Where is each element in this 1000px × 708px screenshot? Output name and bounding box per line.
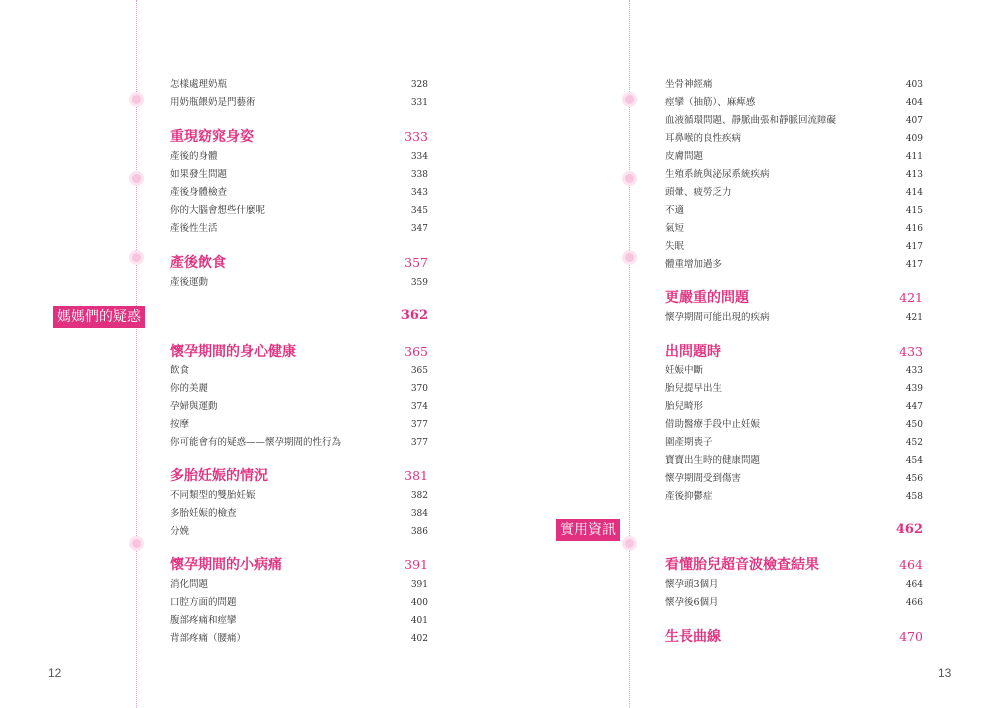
toc-item[interactable]: 按摩 — [170, 419, 190, 430]
toc-section-page: 464 — [899, 557, 923, 572]
toc-item[interactable]: 怎樣處理奶瓶 — [170, 79, 228, 90]
toc-section-page: 357 — [404, 255, 428, 270]
toc-page-number: 386 — [410, 527, 428, 537]
toc-page-number: 407 — [905, 116, 923, 126]
toc-page-number: 411 — [905, 152, 923, 162]
spine-dot — [625, 95, 634, 104]
toc-page-number: 456 — [905, 474, 923, 484]
page-number: 12 — [48, 666, 62, 680]
toc-page-number: 402 — [410, 634, 428, 644]
toc-item[interactable]: 懷孕期間受到傷害 — [665, 473, 742, 484]
part-page: 362 — [400, 308, 428, 323]
toc-page-number: 464 — [905, 580, 923, 590]
toc-section-heading[interactable]: 多胎妊娠的情況 — [170, 468, 268, 484]
part-label[interactable]: 媽媽們的疑惑 — [53, 306, 145, 328]
toc-section-page: 421 — [899, 290, 923, 305]
toc-item[interactable]: 寶寶出生時的健康問題 — [665, 455, 761, 466]
toc-item[interactable]: 分娩 — [170, 526, 190, 537]
spine-dot — [132, 539, 141, 548]
toc-item[interactable]: 用奶瓶餵奶是門藝術 — [170, 97, 256, 108]
toc-page-number: 365 — [410, 366, 428, 376]
toc-page-number: 417 — [905, 260, 923, 270]
part-page: 462 — [895, 522, 923, 537]
toc-item[interactable]: 產後性生活 — [170, 223, 218, 234]
toc-page-number: 439 — [905, 384, 923, 394]
toc-item[interactable]: 飲食 — [170, 365, 190, 376]
toc-item[interactable]: 產後的身體 — [170, 151, 218, 162]
toc-item[interactable]: 不同類型的雙胎妊娠 — [170, 490, 256, 501]
toc-item[interactable]: 血液循環問題、靜脈曲張和靜脈回流障礙 — [665, 115, 837, 126]
toc-page-number: 345 — [410, 206, 428, 216]
toc-section-heading[interactable]: 更嚴重的問題 — [665, 290, 749, 306]
toc-item[interactable]: 產後運動 — [170, 277, 209, 288]
toc-item[interactable]: 痙攣（抽筋）、麻痺感 — [665, 97, 756, 108]
toc-item[interactable]: 懷孕後6個月 — [665, 597, 719, 608]
toc-item[interactable]: 口腔方面的問題 — [170, 597, 237, 608]
toc-page-number: 458 — [905, 492, 923, 502]
toc-page-number: 400 — [410, 598, 428, 608]
toc-page-number: 413 — [905, 170, 923, 180]
toc-item[interactable]: 如果發生問題 — [170, 169, 228, 180]
toc-item[interactable]: 背部疼痛（腰痛） — [170, 633, 247, 644]
toc-item[interactable]: 消化問題 — [170, 579, 209, 590]
toc-page-number: 415 — [905, 206, 923, 216]
toc-item[interactable]: 皮膚問題 — [665, 151, 704, 162]
toc-page-number: 343 — [410, 188, 428, 198]
toc-section-heading[interactable]: 重現窈窕身姿 — [170, 129, 254, 145]
toc-page-number: 447 — [905, 402, 923, 412]
toc-page-number: 454 — [905, 456, 923, 466]
toc-page-number: 377 — [410, 438, 428, 448]
spine-dot — [625, 174, 634, 183]
spine-dot — [132, 95, 141, 104]
toc-page-number: 382 — [410, 491, 428, 501]
toc-page-number: 338 — [410, 170, 428, 180]
toc-page-number: 374 — [410, 402, 428, 412]
toc-item[interactable]: 你的大腦會想些什麼呢 — [170, 205, 266, 216]
spine-dot — [625, 539, 634, 548]
toc-page-number: 452 — [905, 438, 923, 448]
spine-dot — [132, 253, 141, 262]
toc-page-number: 417 — [905, 242, 923, 252]
toc-item[interactable]: 借助醫療手段中止妊娠 — [665, 419, 761, 430]
toc-page-number: 403 — [905, 80, 923, 90]
right-spine — [629, 0, 630, 708]
toc-page-number: 416 — [905, 224, 923, 234]
toc-item[interactable]: 胎兒畸形 — [665, 401, 704, 412]
toc-section-page: 381 — [404, 468, 428, 483]
toc-item[interactable]: 孕婦與運動 — [170, 401, 218, 412]
toc-section-page: 365 — [404, 344, 428, 359]
spine-dot — [132, 174, 141, 183]
toc-section-heading[interactable]: 產後飲食 — [170, 255, 226, 271]
toc-page-number: 334 — [410, 152, 428, 162]
toc-page-number: 347 — [410, 224, 428, 234]
toc-section-page: 433 — [899, 344, 923, 359]
toc-item[interactable]: 失眠 — [665, 241, 685, 252]
toc-section-page: 470 — [899, 629, 923, 644]
toc-page-number: 466 — [905, 598, 923, 608]
toc-page-number: 414 — [905, 188, 923, 198]
toc-section-heading[interactable]: 懷孕期間的小病痛 — [170, 557, 282, 573]
toc-item[interactable]: 懷孕期間可能出現的疾病 — [665, 312, 770, 323]
toc-item[interactable]: 氣短 — [665, 223, 685, 234]
toc-section-page: 391 — [404, 557, 428, 572]
toc-item[interactable]: 產後抑鬱症 — [665, 491, 713, 502]
toc-section-heading[interactable]: 生長曲線 — [665, 629, 721, 645]
left-spine — [136, 0, 137, 708]
toc-page-number: 377 — [410, 420, 428, 430]
toc-page-number: 433 — [905, 366, 923, 376]
toc-item[interactable]: 產後身體檢查 — [170, 187, 228, 198]
toc-page-number: 421 — [905, 313, 923, 323]
toc-page-number: 328 — [410, 80, 428, 90]
toc-item[interactable]: 耳鼻喉的良性疾病 — [665, 133, 742, 144]
toc-section-page: 333 — [404, 129, 428, 144]
toc-page-number: 391 — [410, 580, 428, 590]
toc-item[interactable]: 體重增加過多 — [665, 259, 723, 270]
toc-page-number: 409 — [905, 134, 923, 144]
page-number: 13 — [938, 666, 952, 680]
toc-page-number: 370 — [410, 384, 428, 394]
toc-section-heading[interactable]: 看懂胎兒超音波檢查結果 — [665, 557, 819, 573]
toc-page-number: 384 — [410, 509, 428, 519]
toc-item[interactable]: 頭暈、疲勞乏力 — [665, 187, 732, 198]
toc-page-number: 401 — [410, 616, 428, 626]
part-label[interactable]: 實用資訊 — [556, 519, 620, 541]
toc-page-number: 331 — [410, 98, 428, 108]
toc-item[interactable]: 胎兒提早出生 — [665, 383, 723, 394]
toc-page-number: 404 — [905, 98, 923, 108]
toc-item[interactable]: 腹部疼痛和痙攣 — [170, 615, 237, 626]
toc-item[interactable]: 不適 — [665, 205, 685, 216]
toc-page-number: 450 — [905, 420, 923, 430]
toc-item[interactable]: 生殖系統與泌尿系統疾病 — [665, 169, 770, 180]
toc-item[interactable]: 你的美麗 — [170, 383, 209, 394]
toc-item[interactable]: 你可能會有的疑惑——懷孕期間的性行為 — [170, 437, 342, 448]
toc-item[interactable]: 多胎妊娠的檢查 — [170, 508, 237, 519]
toc-item[interactable]: 妊娠中斷 — [665, 365, 704, 376]
toc-page-number: 359 — [410, 278, 428, 288]
spine-dot — [625, 253, 634, 262]
toc-item[interactable]: 坐骨神經痛 — [665, 79, 713, 90]
toc-section-heading[interactable]: 懷孕期間的身心健康 — [170, 344, 296, 360]
toc-item[interactable]: 懷孕頭3個月 — [665, 579, 719, 590]
toc-section-heading[interactable]: 出問題時 — [665, 344, 721, 360]
toc-item[interactable]: 圍產期喪子 — [665, 437, 713, 448]
